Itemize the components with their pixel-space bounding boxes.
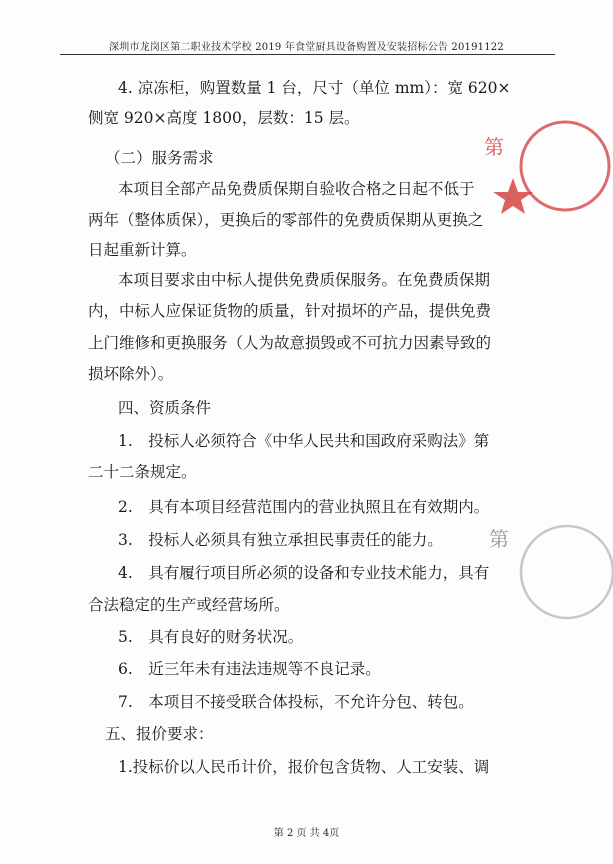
text-line: 3. 投标人必须具有独立承担民事责任的能力。 <box>118 531 443 549</box>
text-line: 本项目全部产品免费质保期自验收合格之日起不低于 <box>118 180 475 198</box>
text-line: 7. 本项目不接受联合体投标，不允许分包、转包。 <box>118 693 474 711</box>
text-line: 本项目要求由中标人提供免费质保服务。在免费质保期 <box>118 271 491 289</box>
page-footer: 第 2 页 共 4页 <box>273 828 340 839</box>
text-line: 两年（整体质保），更换后的零部件的免费质保期从更换之 <box>88 211 484 229</box>
text-line: 二十二条规定。 <box>88 463 197 481</box>
text-line: 侧宽 920×高度 1800，层数：15 层。 <box>88 109 360 127</box>
seal-icon <box>480 118 613 238</box>
text-line: 1. 投标人必须符合《中华人民共和国政府采购法》第 <box>118 432 490 450</box>
text-line: 5. 具有良好的财务状况。 <box>118 628 304 646</box>
text-line: 日起重新计算。 <box>88 241 197 259</box>
section-heading: 四、资质条件 <box>118 399 212 417</box>
text-line: 6. 近三年未有违法违规等不良记录。 <box>118 660 381 678</box>
seal-text-upper: 第 <box>484 135 504 159</box>
text-line: 合法稳定的生产或经营场所。 <box>88 596 290 614</box>
seal-icon <box>487 512 613 632</box>
text-line: 4. 具有履行项目所必须的设备和专业技术能力，具有 <box>118 564 490 582</box>
page-header: 深圳市龙岗区第二职业技术学校 2019 年食堂厨具设备购置及安装招标公告 20191122 <box>109 42 504 53</box>
text-line: 上门维修和更换服务（人为故意损毁或不可抗力因素导致的 <box>88 334 492 352</box>
text-line: 内，中标人应保证货物的质量，针对损坏的产品，提供免费 <box>88 302 492 320</box>
section-heading: 五、报价要求： <box>105 725 214 743</box>
text-line: 4. 凉冻柜，购置数量 1 台，尺寸（单位 mm）：宽 620× <box>118 79 511 97</box>
section-heading: （二）服务需求 <box>105 149 214 167</box>
seal-stamp-lower <box>487 512 613 632</box>
text-line: 1.投标价以人民币计价，报价包含货物、人工安装、调 <box>118 758 490 776</box>
header-rule <box>60 54 555 55</box>
text-line: 2. 具有本项目经营范围内的营业执照且在有效期内。 <box>118 498 490 516</box>
seal-text-lower: 第 <box>489 527 509 551</box>
text-line: 损坏除外）。 <box>88 365 174 383</box>
seal-stamp-upper <box>480 118 613 238</box>
